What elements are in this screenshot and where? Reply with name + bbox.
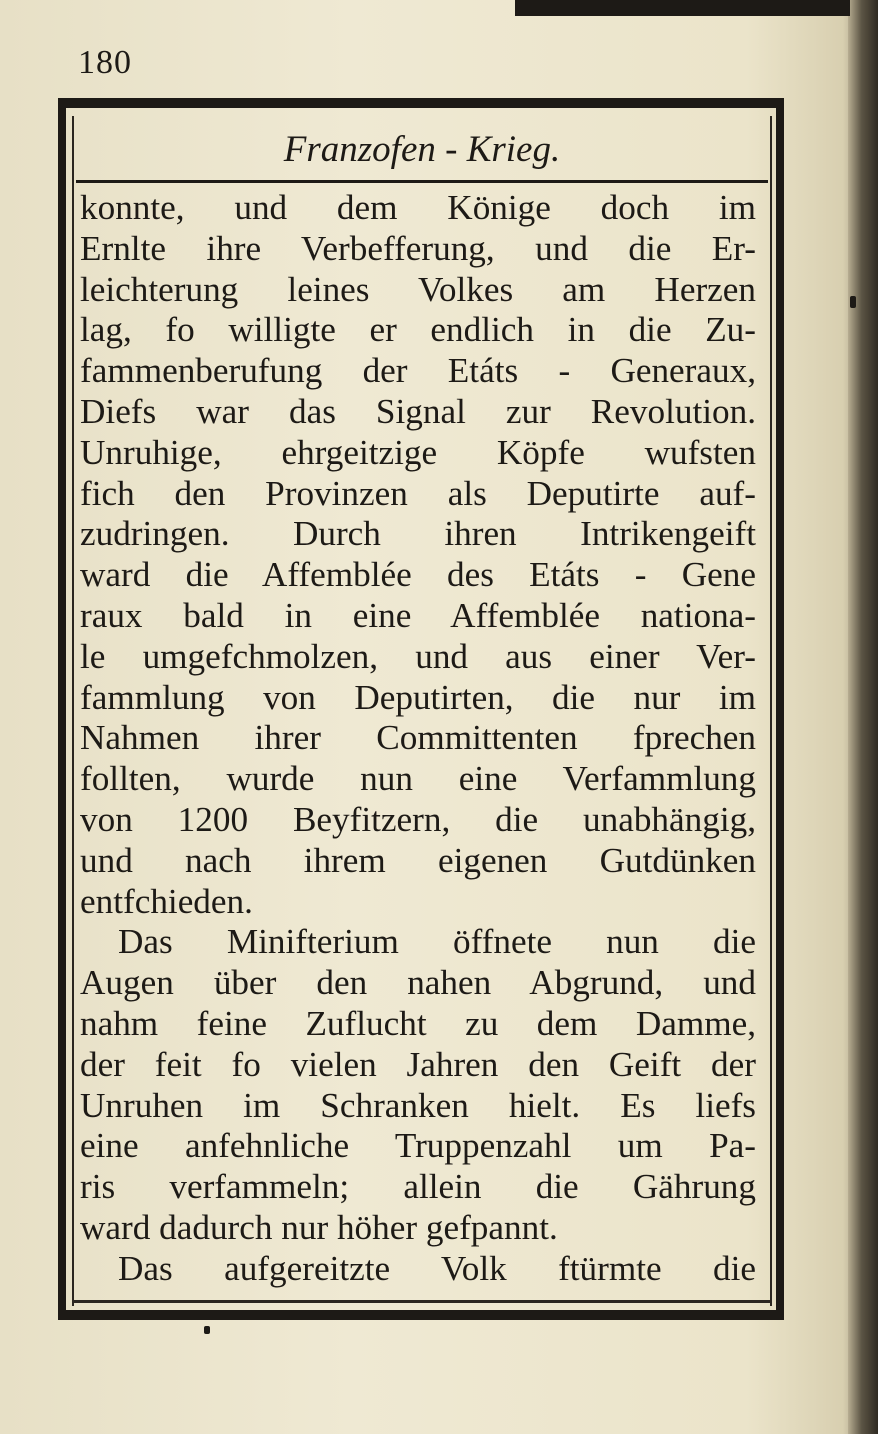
text-line: Augen über den nahen Abgrund, und [80, 963, 756, 1003]
text-line: konnte, und dem Könige doch im [80, 188, 756, 227]
text-line: eine anfehnliche Truppenzahl um Pa- [80, 1126, 756, 1166]
heading-rule [76, 180, 768, 183]
text-line: Unruhen im Schranken hielt. Es liefs [80, 1085, 756, 1125]
body-text [80, 188, 756, 1290]
text-line: ris verfammeln; allein die Gährung [80, 1167, 756, 1207]
running-head: Franzofen - Krieg. [283, 129, 561, 170]
book-spine-edge [848, 0, 878, 1434]
text-line: fammlung von Deputirten, die nur im [80, 677, 756, 717]
text-line: Ernlte ihre Verbefferung, und die Er- [80, 228, 756, 268]
text-line: von 1200 Beyfitzern, die unabhängig, [80, 799, 756, 839]
text-line: Diefs war das Signal zur Revolution. [80, 391, 756, 431]
text-line: und nach ihrem eigenen Gutdünken [80, 840, 756, 880]
text-line: Das aufgereitzte Volk ftürmte die [118, 1248, 756, 1288]
adjacent-page-edge [515, 0, 850, 16]
text-line: le umgefchmolzen, und aus einer Ver- [80, 636, 756, 676]
text-line: entfchieden. [80, 881, 253, 921]
text-line: raux bald in eine Affemblée nationa- [80, 595, 756, 635]
bottom-rule [72, 1300, 772, 1303]
page-number: 180 [78, 44, 132, 81]
text-line: Unruhige, ehrgeitzige Köpfe wufsten [80, 432, 756, 472]
text-line: der feit fo vielen Jahren den Geift der [80, 1044, 756, 1084]
text-line: follten, wurde nun eine Verfammlung [80, 759, 756, 799]
ink-blemish [850, 296, 856, 308]
text-line: fich den Provinzen als Deputirte auf- [80, 473, 756, 513]
text-line: ward die Affemblée des Etáts - Gene [80, 555, 756, 595]
text-line: zudringen. Durch ihren Intrikengeift [80, 514, 756, 554]
ink-blemish [204, 1326, 210, 1334]
text-line: nahm feine Zuflucht zu dem Damme, [80, 1003, 756, 1043]
text-line: leichterung leines Volkes am Herzen [80, 269, 756, 309]
text-line: Nahmen ihrer Committenten fprechen [80, 718, 756, 758]
text-line: Das Minifterium öffnete nun die [118, 922, 756, 962]
text-line: lag, fo willigte er endlich in die Zu- [80, 310, 756, 350]
text-line: fammenberufung der Etáts - Generaux, [80, 351, 756, 391]
text-line: ward dadurch nur höher gefpannt. [80, 1207, 558, 1247]
